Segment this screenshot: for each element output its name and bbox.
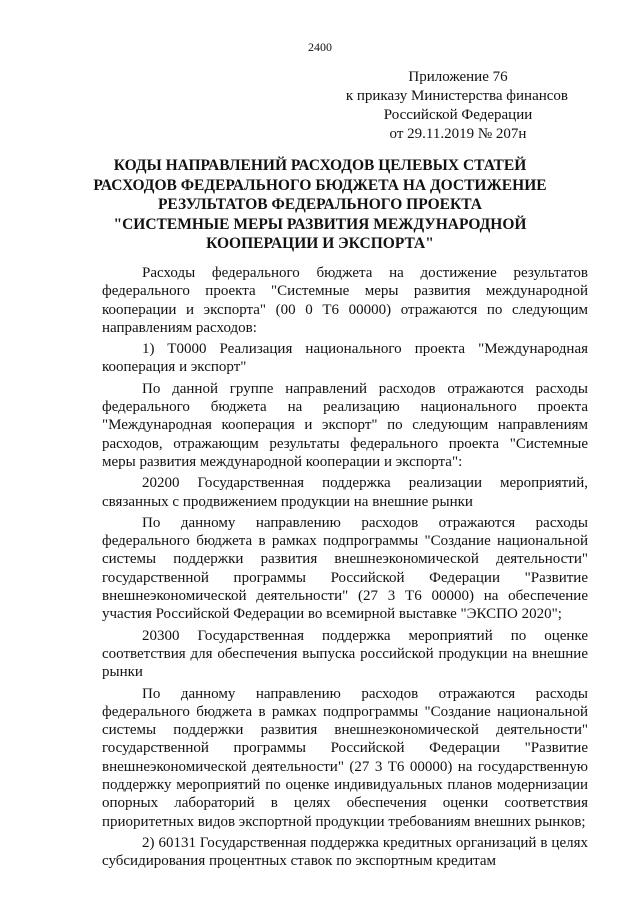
paragraph-code-20300-description: По данному направлению расходов отражаются расходы федерального бюджета в рамках подпрограммы "Создание национальной системы поддержки развития внешнеэкономической деятельности" государственной программы Российской Федерации "Развитие внешнеэкономической деятельности" (27 3 T6 00000) на государственную поддержку мероприятий по оценке индивидуальных планов модернизации опорных лабораторий в целях обеспечения оценки соответствия приоритетных видов экспортной продукции требованиям внешних рынков; bbox=[102, 685, 588, 830]
page-number: 2400 bbox=[308, 40, 332, 54]
title-line-3: РЕЗУЛЬТАТОВ ФЕДЕРАЛЬНОГО ПРОЕКТА bbox=[157, 196, 483, 213]
document-body bbox=[102, 264, 588, 874]
document-title bbox=[90, 156, 550, 254]
appendix-number: Приложение 76 bbox=[408, 69, 508, 85]
appendix-header bbox=[308, 68, 568, 144]
title-line-5: КООПЕРАЦИИ И ЭКСПОРТА" bbox=[206, 235, 434, 252]
title-line-2: РАСХОДОВ ФЕДЕРАЛЬНОГО БЮДЖЕТА НА ДОСТИЖЕНИЕ bbox=[93, 176, 547, 194]
appendix-order-ref: к приказу Министерства финансов bbox=[345, 88, 568, 104]
paragraph-code-20200-description: По данному направлению расходов отражаются расходы федерального бюджета в рамках подпрограммы "Создание национальной системы поддержки развития внешнеэкономической деятельности" государственной программы Российской Федерации "Развитие внешнеэкономической деятельности" (27 3 T6 00000) на обеспечение участия Российской Федерации во всемирной выставке "ЭКСПО 2020"; bbox=[102, 514, 588, 623]
paragraph-item-1: 1) T0000 Реализация национального проекта "Международная кооперация и экспорт" bbox=[102, 341, 588, 376]
paragraph-code-20300: 20300 Государственная поддержка мероприятий по оценке соответствия для обеспечения выпуска российской продукции на внешние рынки bbox=[102, 627, 588, 681]
paragraph-intro: Расходы федерального бюджета на достижение результатов федерального проекта "Системные меры развития международной кооперации и экспорта" (00 0 T6 00000) отражаются по следующим направлениям расходов: bbox=[102, 265, 588, 336]
paragraph-item-2: 2) 60131 Государственная поддержка кредитных организаций в целях субсидирования процентных ставок по экспортным кредитам bbox=[102, 834, 588, 870]
appendix-date: от 29.11.2019 № 207н bbox=[389, 126, 527, 142]
paragraph-code-20200: 20200 Государственная поддержка реализации мероприятий, связанных с продвижением продукции на внешние рынки bbox=[102, 475, 588, 510]
title-line-4: "СИСТЕМНЫЕ МЕРЫ РАЗВИТИЯ МЕЖДУНАРОДНОЙ bbox=[113, 215, 527, 233]
title-line-1: КОДЫ НАПРАВЛЕНИЙ РАСХОДОВ ЦЕЛЕВЫХ СТАТЕЙ bbox=[113, 157, 527, 174]
appendix-ministry: Российской Федерации bbox=[383, 107, 533, 123]
paragraph-group-description: По данной группе направлений расходов отражаются расходы федерального бюджета на реализацию национального проекта "Международная кооперация и экспорт" по следующим направлениям расходов, отражающим результаты федерального проекта "Системные меры развития международной кооперации и экспорта": bbox=[102, 380, 588, 470]
